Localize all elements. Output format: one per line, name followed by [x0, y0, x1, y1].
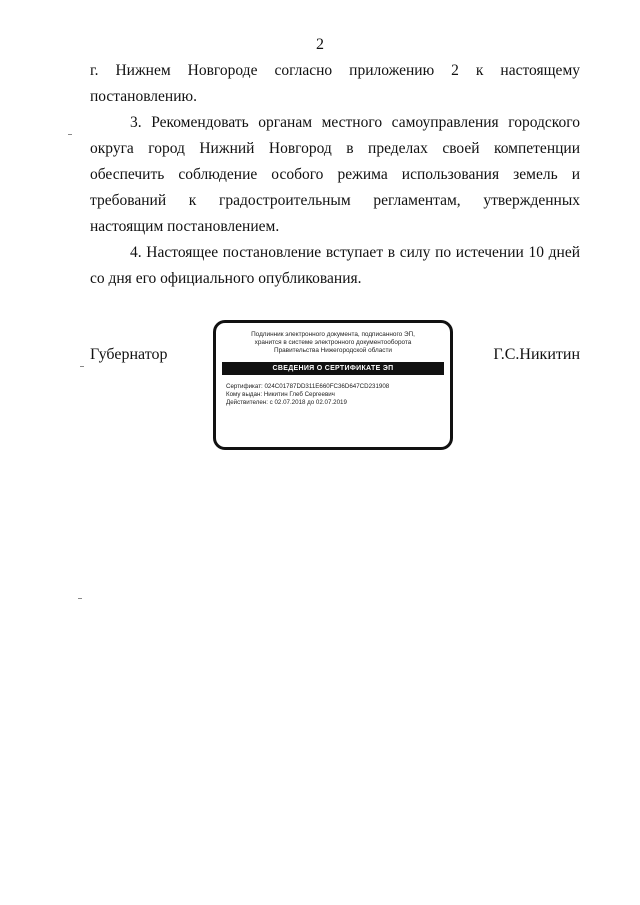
- signatory-position: Губернатор: [90, 346, 168, 363]
- stamp-header: [226, 331, 440, 356]
- paragraph-4: 4. Настоящее постановление вступает в силу по истечении 10 дней со дня его официального опубликования.: [90, 244, 580, 287]
- certificate-number: Сертификат: 024C01787DD311E660FC36D647CD231908: [226, 382, 390, 390]
- paragraph-3: 3. Рекомендовать органам местного самоуправления городского округа город Нижний Новгород в пределах своей компетенции обеспечить соблюдение особого режима использования земель и требований к градостроительным регламентам, утвержденных настоящим постановлением.: [90, 114, 580, 235]
- electronic-signature-stamp: [213, 320, 453, 450]
- text-line: г. Нижнем Новгороде согласно приложению 2 к настоящему: [90, 62, 580, 79]
- scan-mark: [78, 598, 82, 599]
- certificate-validity: Действителен: с 02.07.2018 до 02.07.2019: [226, 398, 347, 406]
- stamp-title: СВЕДЕНИЯ О СЕРТИФИКАТЕ ЭП: [222, 362, 444, 375]
- certificate-info: [226, 383, 442, 407]
- stamp-header-line: Подлинник электронного документа, подписанного ЭП,: [251, 331, 415, 338]
- scan-mark: [68, 134, 72, 135]
- scan-mark: [80, 366, 84, 367]
- text-line: постановлению.: [90, 88, 197, 105]
- paragraph-continuation: [90, 58, 580, 110]
- stamp-header-line: хранится в системе электронного документооборота: [254, 339, 412, 347]
- document-body: [90, 58, 580, 292]
- certificate-owner: Кому выдан: Никитин Глеб Сергеевич: [226, 390, 335, 398]
- signatory-name: Г.С.Никитин: [493, 346, 580, 363]
- stamp-header-line: Правительства Нижегородской области: [273, 347, 393, 355]
- page-number: 2: [316, 36, 324, 53]
